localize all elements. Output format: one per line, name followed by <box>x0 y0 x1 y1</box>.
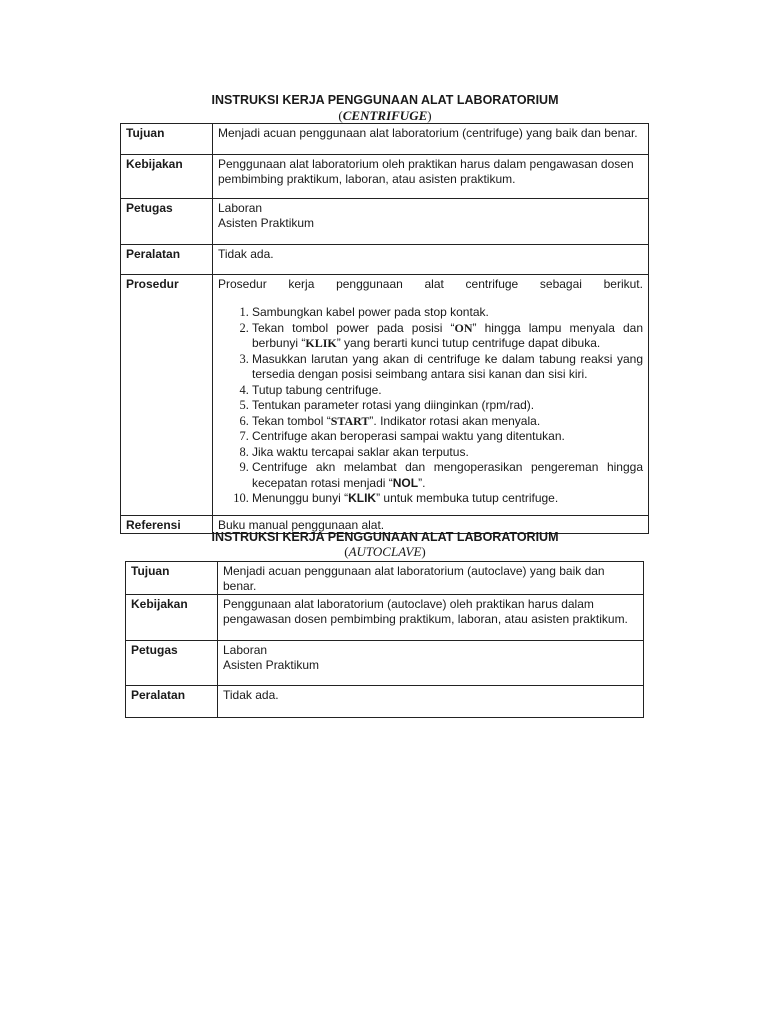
doc1-instrument-name: CENTRIFUGE <box>342 108 428 123</box>
row-label: Kebijakan <box>121 155 213 199</box>
row-value: Penggunaan alat laboratorium (autoclave) oleh praktikan harus dalam pengawasan dosen pembimbing praktikum, laboran, atau asisten praktikum. <box>218 595 644 641</box>
petugas-laboran: Laboran <box>223 643 268 657</box>
row-label: Petugas <box>121 199 213 245</box>
row-label: Tujuan <box>121 124 213 155</box>
doc2-row-tujuan <box>126 562 644 595</box>
petugas-laboran: Laboran <box>218 201 263 215</box>
petugas-asisten: Asisten Praktikum <box>218 216 315 230</box>
step-item: 7. Centrifuge akan beroperasi sampai waktu yang ditentukan. <box>252 429 643 445</box>
row-value: Buku manual penggunaan alat. <box>213 516 649 534</box>
row-value: Tidak ada. <box>218 686 644 718</box>
step-item: 4. Tutup tabung centrifuge. <box>252 383 643 399</box>
petugas-asisten: Asisten Praktikum <box>223 658 320 672</box>
row-value <box>213 199 649 245</box>
doc2-subtitle: (AUTOCLAVE) <box>344 544 426 559</box>
step-item: 8. Jika waktu tercapai saklar akan terputus. <box>252 445 643 461</box>
doc1-form-table <box>120 123 649 534</box>
doc1-row-kebijakan <box>121 155 649 199</box>
doc2-row-kebijakan <box>126 595 644 641</box>
row-label: Peralatan <box>121 245 213 275</box>
row-label: Peralatan <box>126 686 218 718</box>
row-value: Menjadi acuan penggunaan alat laboratorium (centrifuge) yang baik dan benar. <box>213 124 649 155</box>
doc2-form-table <box>125 561 644 718</box>
row-label: Petugas <box>126 641 218 686</box>
step-item: 6. Tekan tombol “START”. Indikator rotasi akan menyala. <box>252 414 643 430</box>
doc2-row-petugas <box>126 641 644 686</box>
row-value <box>213 275 649 516</box>
doc1-subtitle: (CENTRIFUGE) <box>338 108 432 123</box>
row-label: Referensi <box>121 516 213 534</box>
prosedur-intro: Prosedur kerja penggunaan alat centrifuge sebagai berikut. <box>218 277 643 291</box>
row-value: Tidak ada. <box>213 245 649 275</box>
row-label: Tujuan <box>126 562 218 595</box>
step-item: 9. Centrifuge akn melambat dan mengoperasikan pengereman hingga kecepatan rotasi menjadi “NOL”. <box>252 460 643 491</box>
doc1-row-tujuan <box>121 124 649 155</box>
doc2-instrument-name: AUTOCLAVE <box>348 544 422 559</box>
step-item: 1. Sambungkan kabel power pada stop kontak. <box>252 305 643 321</box>
doc1-row-petugas <box>121 199 649 245</box>
row-value <box>218 641 644 686</box>
row-label: Kebijakan <box>126 595 218 641</box>
step-item: 2. Tekan tombol power pada posisi “ON” hingga lampu menyala dan berbunyi “KLIK” yang berarti kunci tutup centrifuge dapat dibuka. <box>252 321 643 352</box>
doc1-row-prosedur <box>121 275 649 516</box>
row-label: Prosedur <box>121 275 213 516</box>
step-item: 5. Tentukan parameter rotasi yang diinginkan (rpm/rad). <box>252 398 643 414</box>
doc2-title: INSTRUKSI KERJA PENGGUNAAN ALAT LABORATORIUM <box>211 530 559 544</box>
prosedur-steps <box>218 305 643 507</box>
row-value: Menjadi acuan penggunaan alat laboratorium (autoclave) yang baik dan benar. <box>218 562 644 595</box>
doc1-row-peralatan <box>121 245 649 275</box>
doc2-row-peralatan <box>126 686 644 718</box>
doc1-title: INSTRUKSI KERJA PENGGUNAAN ALAT LABORATORIUM <box>211 93 559 107</box>
row-value: Penggunaan alat laboratorium oleh praktikan harus dalam pengawasan dosen pembimbing praktikum, laboran, atau asisten praktikum. <box>213 155 649 199</box>
step-item: 10. Menunggu bunyi “KLIK” untuk membuka tutup centrifuge. <box>252 491 643 507</box>
step-item: 3. Masukkan larutan yang akan di centrifuge ke dalam tabung reaksi yang tersedia dengan posisi seimbang antara sisi kanan dan sisi kiri. <box>252 352 643 383</box>
